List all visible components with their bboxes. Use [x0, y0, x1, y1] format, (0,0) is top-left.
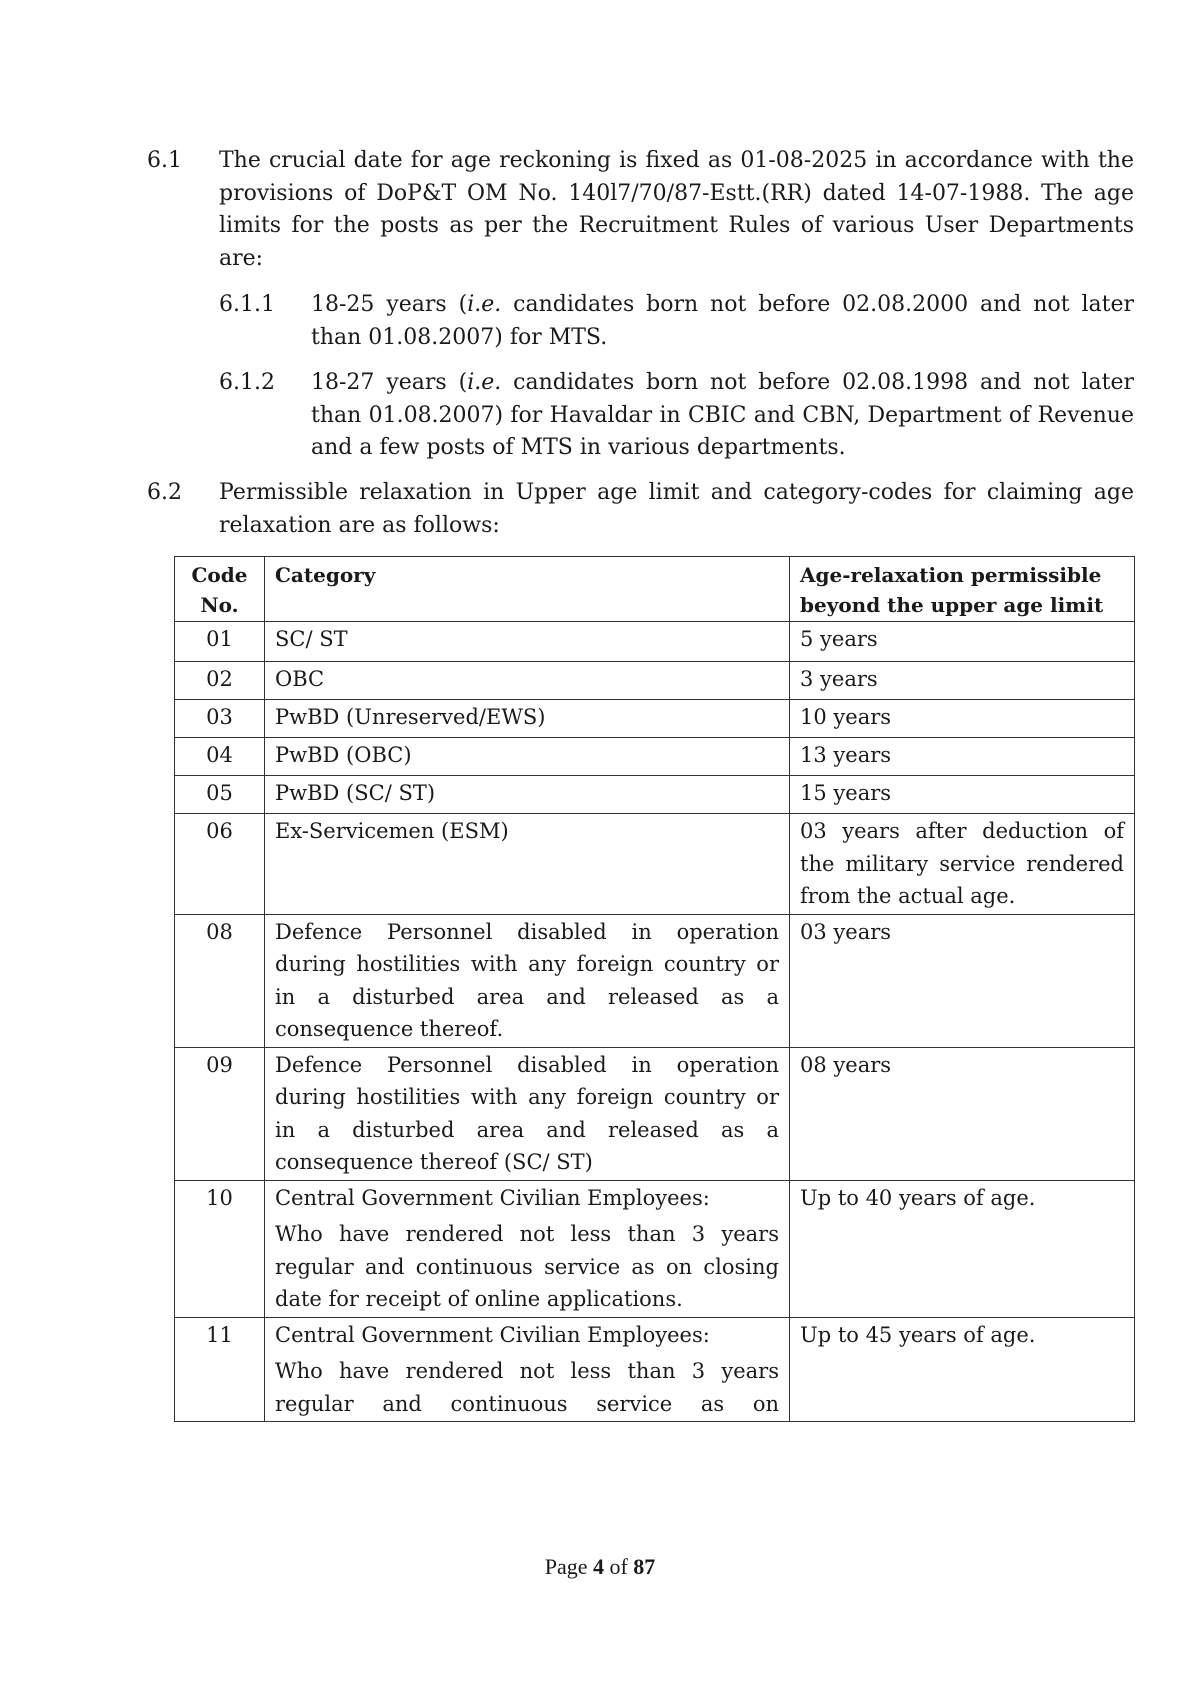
cell-code: 04 [175, 738, 265, 776]
cell-category-detail: Who have rendered not less than 3 years regular and continuous service as on closing date for receipt of online applications. [275, 1222, 779, 1311]
cell-relaxation: 3 years [790, 662, 1135, 700]
cell-code: 01 [175, 622, 265, 662]
cell-category: SC/ ST [265, 622, 790, 662]
section-text-italic: i.e. [467, 370, 502, 395]
section-number: 6.1.1 [219, 292, 275, 317]
table-row [175, 1317, 1135, 1422]
table-row [175, 700, 1135, 738]
table-header-row [175, 557, 1135, 622]
table-row [175, 914, 1135, 1047]
cell-code: 08 [175, 914, 265, 1047]
header-category: Category [265, 557, 790, 622]
cell-relaxation: Up to 40 years of age. [790, 1180, 1135, 1317]
cell-code: 10 [175, 1180, 265, 1317]
header-code: Code No. [175, 557, 265, 622]
section-text-pre: 18-27 years ( [311, 370, 468, 395]
footer-current-page: 4 [592, 1554, 604, 1579]
table-row [175, 1047, 1135, 1180]
cell-category: OBC [265, 662, 790, 700]
section-text [311, 367, 1134, 465]
cell-category-detail: Who have rendered not less than 3 years regular and continuous service as on [275, 1359, 779, 1416]
cell-category-title: Central Government Civilian Employees: [275, 1185, 710, 1210]
cell-code: 09 [175, 1047, 265, 1180]
cell-category: PwBD (Unreserved/EWS) [265, 700, 790, 738]
cell-relaxation: 5 years [790, 622, 1135, 662]
table-row [175, 776, 1135, 814]
cell-category: Defence Personnel disabled in operation during hostilities with any foreign country or in a disturbed area and released as a consequence thereof. [265, 914, 790, 1047]
section-number: 6.1.2 [219, 370, 275, 395]
footer-total-pages: 87 [633, 1554, 656, 1579]
table-row [175, 738, 1135, 776]
footer-middle: of [603, 1554, 634, 1579]
section-text-post: candidates born not before 02.08.2000 and not later than 01.08.2007) for MTS. [311, 292, 1134, 350]
footer-prefix: Page [544, 1554, 593, 1579]
cell-category [265, 1180, 790, 1317]
section-text: The crucial date for age reckoning is fixed as 01-08-2025 in accordance with the provisions of DoP&T OM No. 140l7/70/87-Estt.(RR) dated 14-07-1988. The age limits for the posts as per the Recruitment Rules of various User Departments are: [219, 148, 1134, 271]
age-relaxation-table [174, 556, 1135, 1422]
cell-relaxation: 10 years [790, 700, 1135, 738]
cell-code: 05 [175, 776, 265, 814]
section-text [311, 289, 1134, 354]
table-row [175, 814, 1135, 915]
cell-category: PwBD (OBC) [265, 738, 790, 776]
cell-relaxation: Up to 45 years of age. [790, 1317, 1135, 1422]
cell-category: Ex-Servicemen (ESM) [265, 814, 790, 915]
table-row [175, 662, 1135, 700]
cell-relaxation: 13 years [790, 738, 1135, 776]
cell-relaxation: 03 years after deduction of the military service rendered from the actual age. [790, 814, 1135, 915]
table-row [175, 622, 1135, 662]
cell-code: 02 [175, 662, 265, 700]
section-text-italic: i.e. [467, 292, 502, 317]
cell-relaxation: 15 years [790, 776, 1135, 814]
section-text-pre: 18-25 years ( [311, 292, 468, 317]
cell-category: Defence Personnel disabled in operation during hostilities with any foreign country or in a disturbed area and released as a consequence thereof (SC/ ST) [265, 1047, 790, 1180]
cell-category [265, 1317, 790, 1422]
cell-code: 03 [175, 700, 265, 738]
cell-relaxation: 03 years [790, 914, 1135, 1047]
cell-category: PwBD (SC/ ST) [265, 776, 790, 814]
page-footer [0, 1554, 1200, 1580]
cell-relaxation: 08 years [790, 1047, 1135, 1180]
cell-category-title: Central Government Civilian Employees: [275, 1322, 710, 1347]
table-row [175, 1180, 1135, 1317]
section-text: Permissible relaxation in Upper age limit and category-codes for claiming age relaxation are as follows: [219, 480, 1134, 538]
section-number: 6.1 [147, 148, 182, 173]
cell-code: 06 [175, 814, 265, 915]
section-number: 6.2 [147, 480, 182, 505]
cell-code: 11 [175, 1317, 265, 1422]
header-relaxation: Age-relaxation permissible beyond the upper age limit [790, 557, 1135, 622]
section-text-post: candidates born not before 02.08.1998 and not later than 01.08.2007) for Havaldar in CBIC and CBN, Department of Revenue and a few posts of MTS in various departments. [311, 370, 1134, 460]
